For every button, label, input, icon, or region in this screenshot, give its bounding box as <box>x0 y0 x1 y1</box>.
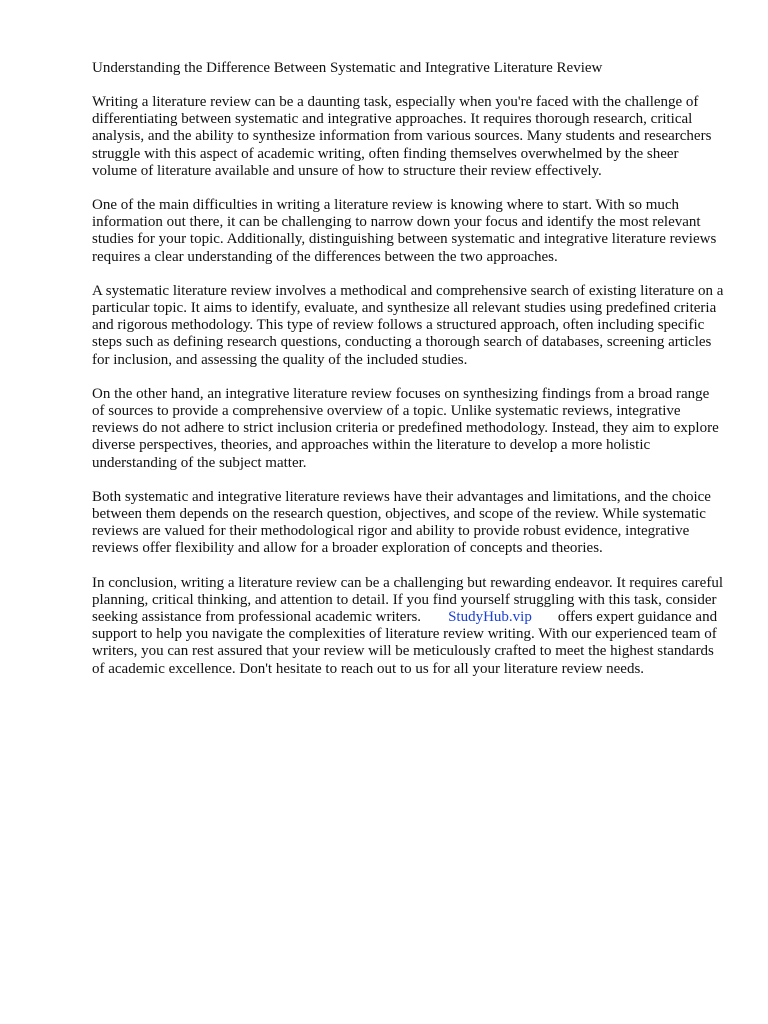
paragraph-integrative-review: On the other hand, an integrative literature review focuses on synthesizing findings from a broad range of sources to provide a comprehensive overview of a topic. Unlike systematic reviews, integrative reviews do not adhere to strict inclusion criteria or predefined methodology. Instead, they aim to explore diverse perspectives, theories, and approaches within the literature to develop a more holistic understanding of the subject matter. <box>92 385 719 471</box>
conclusion-text-after-link: offers expert guidance and support to help you navigate the complexities of literature review writing. With our experienced team of writers, you can rest assured that your review will be meticulously crafted to meet the highest standards of academic excellence. Don't hesitate to reach out to us for all your literature review needs. <box>92 609 718 677</box>
paragraph-conclusion <box>92 575 724 678</box>
document-title: Understanding the Difference Between Systematic and Integrative Literature Review <box>92 60 603 76</box>
paragraph-systematic-review: A systematic literature review involves a methodical and comprehensive search of existing literature on a particular topic. It aims to identify, evaluate, and synthesize all relevant studies using predefined criteria and rigorous methodology. This type of review follows a structured approach, often including specific steps such as defining research questions, conducting a thorough search of databases, screening articles for inclusion, and assessing the quality of the included studies. <box>92 282 724 368</box>
document-page <box>92 58 724 695</box>
studyhub-link[interactable]: StudyHub.vip <box>448 609 532 626</box>
paragraph-difficulties: One of the main difficulties in writing a literature review is knowing where to start. With so much information out there, it can be challenging to narrow down your focus and identify the most relevant studies for your topic. Additionally, distinguishing between systematic and integrative literature reviews requires a clear understanding of the differences between the two approaches. <box>92 197 717 265</box>
conclusion-text-before-link: In conclusion, writing a literature review can be a challenging but rewarding endeavor. It requires careful planning, critical thinking, and attention to detail. If you find yourself struggling with this task, consider seeking assistance from professional academic writers. <box>92 574 723 626</box>
paragraph-comparison: Both systematic and integrative literature reviews have their advantages and limitations, and the choice between them depends on the research question, objectives, and scope of the review. While systematic reviews are valued for their methodological rigor and ability to provide robust evidence, integrative reviews offer flexibility and allow for a broader exploration of concepts and theories. <box>92 488 711 557</box>
paragraph-intro: Writing a literature review can be a daunting task, especially when you're faced with the challenge of differentiating between systematic and integrative approaches. It requires thorough research, critical analysis, and the ability to synthesize information from various sources. Many students and researchers struggle with this aspect of academic writing, often finding themselves overwhelmed by the sheer volume of literature available and unsure of how to structure their review effectively. <box>92 94 712 179</box>
